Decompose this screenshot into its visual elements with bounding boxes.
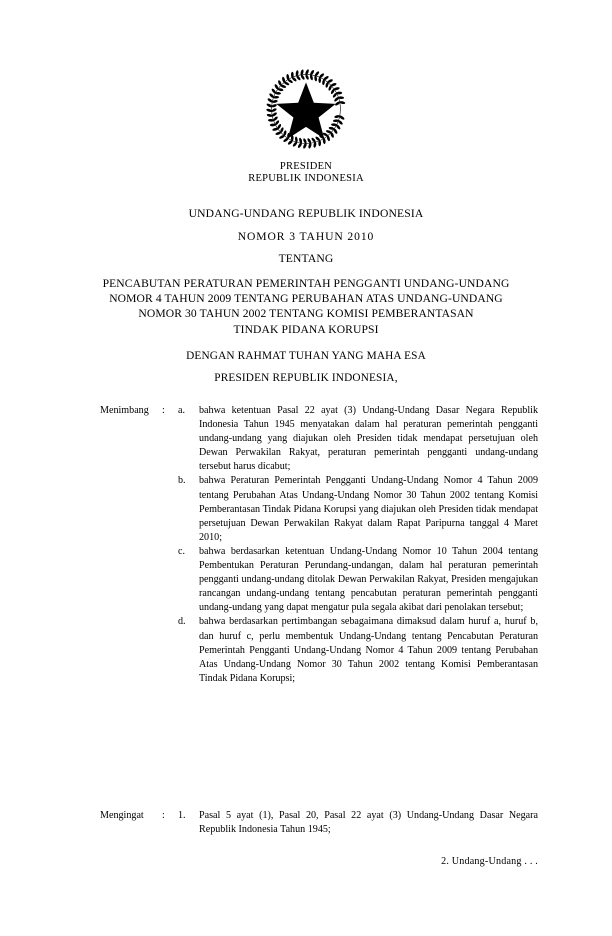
mengingat-label: Mengingat [100,810,144,821]
tentang-label: TENTANG [278,252,334,265]
list-item [178,809,538,837]
clause-row [100,809,538,837]
list-item [178,474,538,544]
mengingat-colon: : [162,810,165,821]
mengingat-items [178,809,538,837]
item-marker: c. [178,545,186,557]
footer-catchword: 2. Undang-Undang . . . [441,856,538,867]
law-number-line: NOMOR 3 TAHUN 2010 [237,229,375,243]
title-block [56,205,556,337]
subject-line: NOMOR 30 TAHUN 2002 TENTANG KOMISI PEMBERANTASAN [138,307,474,321]
clause-row [100,404,538,686]
garuda-star-wreath-emblem [263,66,349,152]
list-item [178,545,538,615]
subject-line: TINDAK PIDANA KORUPSI [233,322,379,336]
item-text: bahwa berdasarkan ketentuan Undang-Undang Nomor 10 Tahun 2004 tentang Pembentukan Peraturan Perundang-undangan, dalam hal peraturan pemerintah pengganti undang-undang ditolak Dewan Perwakilan Rakyat, Presiden mengajukan rancangan undang-undang tentang pencabutan peraturan pemerintah pengganti undang-undang yang dapat mengatur pula segala akibat dari penolakan tersebut; [199,545,538,614]
menimbang-label: Menimbang [100,405,149,416]
emblem-caption-line-1: PRESIDEN [279,161,333,172]
subject-line: PENCABUTAN PERATURAN PEMERINTAH PENGGANTI UNDANG-UNDANG [102,276,510,290]
item-marker: 1. [178,810,186,821]
item-text: bahwa Peraturan Pemerintah Pengganti Undang-Undang Nomor 4 Tahun 2009 tentang Perubahan Atas Undang-Undang Nomor 30 Tahun 2002 tentang Komisi Pemberantasan Tindak Pidana Korupsi yang diajukan oleh Presiden tidak mendapat persetujuan Dewan Perwakilan Rakyat dalam Rapat Paripurna tanggal 4 Maret 2010; [199,475,538,543]
menimbang-colon: : [162,405,165,416]
subject-line: NOMOR 4 TAHUN 2009 TENTANG PERUBAHAN ATAS UNDANG-UNDANG [109,291,503,305]
menimbang-items [178,404,538,686]
law-type-line: UNDANG-UNDANG REPUBLIK INDONESIA [188,207,424,220]
list-item [178,404,538,474]
item-text: bahwa ketentuan Pasal 22 ayat (3) Undang-Undang Dasar Negara Republik Indonesia Tahun 1945 menyatakan dalam hal peraturan pemerintah pengganti undang-undang yang diajukan oleh Presiden tidak mendapat persetujuan oleh Dewan Perwakilan Rakyat, peraturan pemerintah pengganti undang-undang tersebut harus dicabut; [199,405,538,473]
document-header [0,66,612,186]
item-text: Pasal 5 ayat (1), Pasal 20, Pasal 22 ayat (3) Undang-Undang Dasar Negara Republik Indonesia Tahun 1945; [199,810,538,836]
menimbang-section [100,404,538,686]
mengingat-section [100,809,538,837]
blessing-line: DENGAN RAHMAT TUHAN YANG MAHA ESA [186,350,426,362]
item-marker: d. [178,616,186,628]
enactment-block [56,345,556,389]
list-item [178,615,538,685]
emblem-caption [0,161,612,186]
item-marker: b. [178,475,186,487]
authority-line: PRESIDEN REPUBLIK INDONESIA, [214,372,398,384]
item-text: bahwa berdasarkan pertimbangan sebagaimana dimaksud dalam huruf a, huruf b, dan huruf c, perlu membentuk Undang-Undang tentang Pencabutan Peraturan Pemerintah Pengganti Undang-Undang Nomor 4 Tahun 2009 tentang Perubahan Atas Undang-Undang Nomor 30 Tahun 2002 tentang Komisi Pemberantasan Tindak Pidana Korupsi; [199,616,538,684]
subject-block [56,276,556,338]
emblem-caption-line-2: REPUBLIK INDONESIA [248,173,364,185]
item-marker: a. [178,405,186,416]
